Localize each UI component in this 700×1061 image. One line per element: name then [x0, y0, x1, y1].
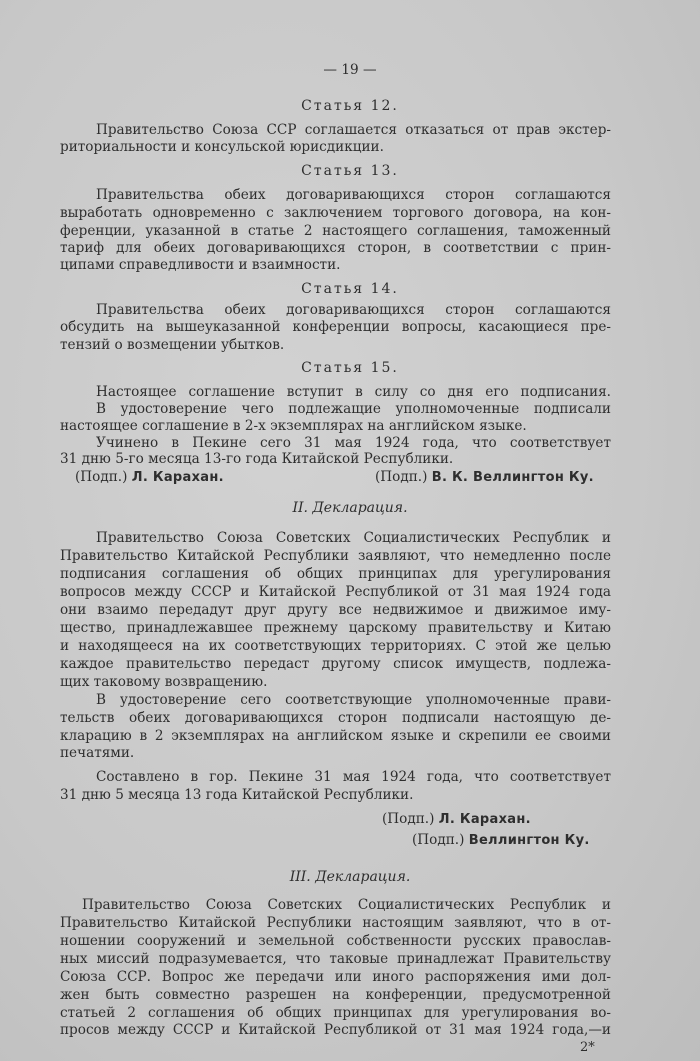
text-line: тариф для обеих договаривающихся сторон, в соответствии с прин-	[60, 240, 611, 256]
text-line: 31 дню 5 месяца 13 года Китайской Республики.	[60, 787, 414, 803]
text-line: они взаимо передадут друг другу все недвижимое и движимое иму-	[60, 602, 611, 618]
text-line: ципами справедливости и взаимности.	[60, 257, 341, 273]
text-line: просов между СССР и Китайской Республикой от 31 мая 1924 года,—и	[60, 1022, 611, 1038]
text-line: подписания соглашения об общих принципах для урегулирования	[60, 566, 611, 582]
text-line: и находящееся на их соответствующих территориях. С этой же целью	[60, 638, 611, 654]
text-line: Правительство Союза ССР соглашается отказаться от прав экстер-	[96, 122, 611, 138]
signature-wellington-koo	[375, 469, 594, 486]
text-line: тензий о возмещении убытков.	[60, 337, 285, 353]
text-line: Правительства обеих договаривающихся сторон соглашаются	[96, 302, 611, 318]
signature-name: Л. Карахан.	[438, 812, 531, 827]
signature-name: Л. Карахан.	[131, 470, 224, 485]
text-line: тельств обеих договаривающихся сторон подписали настоящую де-	[60, 710, 611, 726]
text-line: обсудить на вышеуказанной конференции вопросы, касающиеся пре-	[60, 319, 611, 335]
text-line: настоящее соглашение в 2-х экземплярах на английском языке.	[60, 418, 527, 434]
article-13-title: Статья 13.	[301, 163, 399, 179]
signature-karakhan	[75, 469, 224, 486]
signature-prefix: (Подп.)	[375, 469, 428, 485]
text-line: Правительство Китайской Республики настоящим заявляют, что в от-	[60, 915, 611, 931]
text-line: Правительство Китайской Республики заявляют, что немедленно после	[60, 548, 611, 564]
signature-karakhan-2	[382, 811, 531, 828]
text-line: выработать одновременно с заключением торгового договора, на кон-	[60, 205, 611, 221]
signature-prefix: (Подп.)	[75, 469, 128, 485]
text-line: Настоящее соглашение вступит в силу со дня его подписания.	[96, 384, 611, 400]
signature-prefix: (Подп.)	[382, 811, 435, 827]
text-line: Правительство Союза Советских Социалистических Республик и	[96, 530, 611, 546]
text-line: В удостоверение чего подлежащие уполномоченные подписали	[96, 401, 611, 417]
declaration-2-title: II. Декларация.	[292, 500, 408, 516]
text-line: щество, принадлежавшее прежнему царскому правительству и Китаю	[60, 620, 611, 636]
text-line: жен быть совместно разрешен на конференции, предусмотренной	[60, 987, 611, 1003]
page-number: — 19 —	[323, 62, 377, 78]
text-line: щих таковому возвращению.	[60, 674, 268, 690]
text-line: каждое правительство передаст другому список имуществ, подлежа-	[60, 656, 611, 672]
signature-mark: 2*	[580, 1040, 595, 1055]
text-line: ференции, указанной в статье 2 настоящего соглашения, таможенный	[60, 223, 611, 239]
text-line: кларацию в 2 экземплярах на английском языке и скрепили ее своими	[60, 728, 611, 744]
text-line: Учинено в Пекине сего 31 мая 1924 года, что соответствует	[96, 435, 611, 451]
text-line: ных миссий подразумевается, что таковые принадлежат Правительству	[60, 951, 611, 967]
text-line: Составлено в гор. Пекине 31 мая 1924 года, что соответствует	[96, 769, 611, 785]
signature-name: В. К. Веллингтон Ку.	[431, 470, 594, 485]
text-line: Союза ССР. Вопрос же передачи или иного распоряжения ими дол-	[60, 969, 611, 985]
signature-prefix: (Подп.)	[412, 832, 465, 848]
text-line: риториальности и консульской юрисдикции.	[60, 139, 384, 155]
text-line: В удостоверение сего соответствующие уполномоченные прави-	[96, 692, 611, 708]
signature-name: Веллингтон Ку.	[468, 833, 590, 848]
text-line: вопросов между СССР и Китайской Республикой от 31 мая 1924 года	[60, 584, 611, 600]
article-12-title: Статья 12.	[301, 98, 399, 114]
text-line: печатями.	[60, 745, 135, 761]
text-line: ношении сооружений и земельной собственности русских православ-	[60, 933, 611, 949]
article-15-title: Статья 15.	[301, 360, 399, 376]
text-line: статьей 2 соглашения об общих принципах для урегулирования во-	[60, 1005, 611, 1021]
declaration-3-title: III. Декларация.	[289, 869, 411, 885]
article-14-title: Статья 14.	[301, 281, 399, 297]
text-line: 31 дню 5-го месяца 13-го года Китайской Республики.	[60, 451, 454, 467]
signature-wellington-koo-2	[412, 832, 590, 849]
text-line: Правительства обеих договаривающихся сторон соглашаются	[96, 187, 611, 203]
text-line: Правительство Союза Советских Социалистических Республик и	[82, 897, 611, 913]
